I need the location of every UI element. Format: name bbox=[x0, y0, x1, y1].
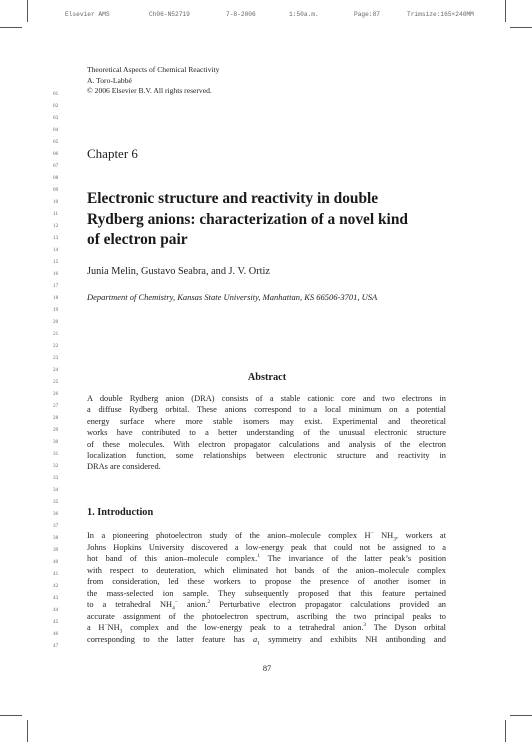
chapter-title bbox=[87, 189, 447, 251]
header-publisher: Elsevier AMS bbox=[65, 11, 110, 18]
line-number: 03 bbox=[53, 114, 59, 121]
abstract-line: works have contributed to a better understanding of the unusual electronic structure bbox=[87, 428, 446, 438]
line-number: 34 bbox=[53, 487, 59, 494]
line-number: 40 bbox=[53, 559, 59, 566]
line-number: 29 bbox=[53, 427, 59, 434]
line-number: 04 bbox=[53, 126, 59, 133]
crop-mark-top-left-h bbox=[0, 27, 22, 28]
section-heading: 1. Introduction bbox=[87, 507, 154, 518]
line-number: 26 bbox=[53, 391, 59, 397]
copyright: © 2006 Elsevier B.V. All rights reserved. bbox=[87, 86, 212, 96]
line-number: 30 bbox=[53, 439, 59, 446]
body-line: to a tetrahedral $NH_4^-$ anion.$^2$ Perturbative electron propagator calculations provided an bbox=[87, 599, 446, 612]
abstract-heading: Abstract bbox=[247, 372, 287, 383]
line-number: 09 bbox=[53, 186, 59, 193]
title-line: Rydberg anions: characterization of a novel kind bbox=[87, 210, 408, 228]
line-number: 37 bbox=[53, 523, 59, 530]
line-number: 43 bbox=[53, 595, 59, 602]
line-number: 05 bbox=[53, 138, 59, 145]
chapter-label: Chapter 6 bbox=[87, 146, 138, 161]
abstract-body bbox=[87, 393, 446, 473]
header-time: 1:50a.m. bbox=[289, 11, 319, 18]
body-line: from consideration, led these workers to propose the presence of another isomer in bbox=[87, 577, 446, 586]
crop-mark-bottom-left-h bbox=[0, 715, 22, 716]
crop-mark-bottom-right-v bbox=[505, 720, 506, 742]
abstract-line: a diffuse Rydberg orbital. These anions correspond to a local minimum on a potential bbox=[87, 405, 446, 415]
page-number: 87 bbox=[262, 664, 272, 673]
header-chapter-code: Ch06-N52719 bbox=[149, 11, 190, 18]
line-number: 46 bbox=[53, 631, 59, 638]
line-number: 44 bbox=[53, 607, 59, 614]
crop-mark-bottom-left-v bbox=[27, 720, 28, 742]
line-number: 06 bbox=[53, 150, 59, 157]
body-line: a $H^-NH_3$ complex and the low-energy peak to a tetrahedral anion.$^3$ The Dyson orbital bbox=[87, 622, 446, 635]
line-number: 08 bbox=[53, 174, 59, 181]
line-number: 41 bbox=[53, 571, 59, 578]
book-info bbox=[87, 65, 219, 97]
crop-mark-top-right-v bbox=[505, 0, 506, 22]
line-number: 21 bbox=[53, 330, 59, 337]
line-number: 02 bbox=[53, 102, 59, 109]
affiliation: Department of Chemistry, Kansas State University, Manhattan, KS 66506-3701, USA bbox=[87, 292, 378, 302]
line-number: 28 bbox=[53, 415, 59, 422]
abstract-line: energy surface where more stable isomers may exist. Experimental and theoretical bbox=[87, 416, 446, 426]
header-page: Page:87 bbox=[354, 11, 380, 18]
line-number: 19 bbox=[53, 306, 59, 313]
line-number: 16 bbox=[53, 270, 59, 277]
line-number: 12 bbox=[53, 222, 59, 229]
header-date: 7-8-2006 bbox=[226, 11, 256, 18]
body-line: the mass-selected ion sample. They subsequently proposed that this feature pertained bbox=[87, 588, 446, 598]
title-line: of electron pair bbox=[87, 231, 188, 248]
book-title: Theoretical Aspects of Chemical Reactivity bbox=[87, 65, 220, 74]
line-number: 33 bbox=[53, 475, 59, 482]
line-number: 18 bbox=[53, 294, 59, 301]
book-editor: A. Toro-Labbé bbox=[87, 75, 132, 85]
line-number: 45 bbox=[53, 619, 59, 626]
crop-mark-bottom-right-h bbox=[510, 715, 532, 716]
section-body bbox=[87, 530, 446, 645]
body-line: accurate assignment of the photoelectron spectrum, ascribing the two principal peaks to bbox=[87, 611, 446, 621]
title-line: Electronic structure and reactivity in double bbox=[87, 190, 379, 207]
line-number: 24 bbox=[53, 366, 59, 373]
body-line: with respect to deuteration, which eliminated hot bands of the anion–molecule complex bbox=[87, 565, 446, 575]
line-number: 32 bbox=[53, 463, 59, 470]
line-number: 22 bbox=[53, 342, 59, 349]
line-number: 14 bbox=[53, 246, 59, 253]
abstract-line: of these molecules. With electron propagator calculations and analysis of the electron bbox=[87, 439, 446, 449]
line-number: 35 bbox=[53, 499, 59, 506]
header-trim: Trimsize:165×240MM bbox=[407, 11, 474, 18]
line-number: 38 bbox=[53, 535, 59, 542]
crop-mark-top-left-v bbox=[27, 0, 28, 22]
line-number: 10 bbox=[53, 198, 59, 205]
body-line: In a pioneering photoelectron study of the anion–molecule complex H− $NH_3$, workers at bbox=[87, 530, 446, 543]
line-number: 11 bbox=[53, 210, 58, 217]
line-number: 07 bbox=[53, 162, 59, 169]
line-number: 47 bbox=[53, 643, 59, 650]
line-number: 20 bbox=[53, 318, 59, 325]
line-number: 23 bbox=[53, 354, 59, 361]
line-number: 39 bbox=[53, 547, 59, 554]
abstract-line: DRAs are considered. bbox=[87, 462, 161, 472]
line-number: 25 bbox=[53, 378, 59, 385]
body-line: hot band of this anion–molecule complex.$^1$ The invariance of the latter peak’s position bbox=[87, 553, 447, 563]
abstract-line: A double Rydberg anion (DRA) consists of a stable cationic core and two electrons in bbox=[87, 394, 446, 403]
body-line: Johns Hopkins University discovered a low-energy peak that could not be assigned to a bbox=[87, 542, 446, 552]
line-number: 31 bbox=[53, 451, 59, 458]
line-number: 27 bbox=[53, 403, 59, 410]
crop-mark-top-right-h bbox=[510, 27, 532, 28]
line-number: 15 bbox=[53, 258, 59, 265]
line-number: 01 bbox=[53, 90, 59, 97]
abstract-line: localization function, some relationships between electronic structure and reactivity in bbox=[87, 451, 446, 461]
line-number: 36 bbox=[53, 511, 59, 518]
body-line: corresponding to the latter feature has $a_1$ symmetry and exhibits NH antibonding and bbox=[87, 634, 446, 647]
line-number: 17 bbox=[53, 282, 59, 289]
line-number: 42 bbox=[53, 583, 59, 590]
line-number: 13 bbox=[53, 234, 59, 241]
authors: Junia Melin, Gustavo Seabra, and J. V. Ortiz bbox=[87, 266, 270, 277]
